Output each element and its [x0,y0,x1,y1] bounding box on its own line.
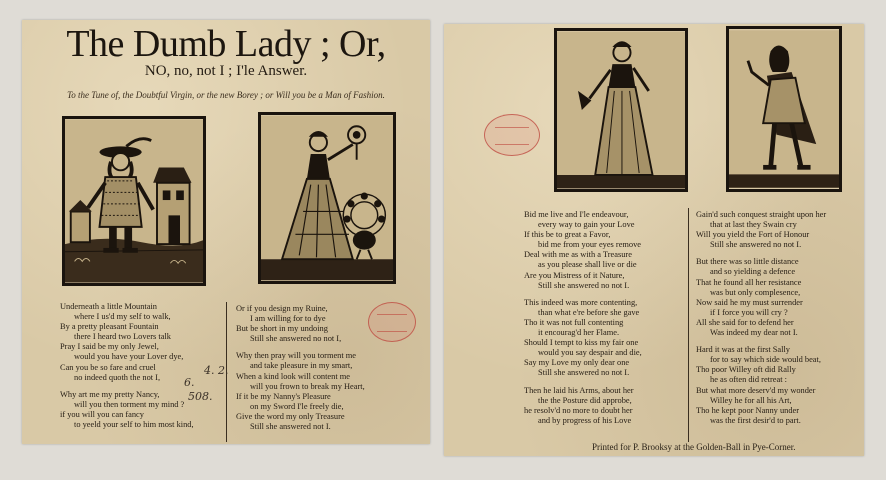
verse-line: to yeeld your self to him most kind, [74,420,194,430]
verse-line: and so yielding a defence [710,267,796,277]
stanza [60,302,194,383]
stanza [236,351,365,432]
verse-line: Bid me live and I'le endeavour, [524,210,629,219]
verse-line: Now said he my must surrender [696,297,803,307]
verse-line: and take pleasure in my smart, [250,361,353,371]
verse-line: there I heard two Lovers talk [74,332,171,342]
verse-line: Was indeed my dear not I. [710,328,798,338]
verse-line: if I force you will cry ? [710,307,788,317]
verse-line: Can you be so fare and cruel [60,362,156,372]
gentleman-woodcut-icon [62,116,206,286]
verse-line: But be short in my undoing [236,324,328,334]
verse-line: I am willing for to dye [250,314,326,324]
verse-line: All she said for to defend her [696,317,794,327]
stanza [696,257,826,338]
verse-line: Tho it was not full contenting [524,317,624,327]
verse-line: where I us'd my self to walk, [74,312,171,322]
manuscript-note: 4. 2. [204,364,229,377]
verse-line: no indeed quoth the not I, [74,372,161,382]
verse-line: he resolv'd no more to doubt her [524,405,633,415]
verse-line: Tho he kept poor Nanny under [696,405,800,415]
verse-line: If this be to great a Favor, [524,230,611,240]
verse-line: he as often did retreat : [710,375,787,385]
verse-column-right-2 [696,210,826,433]
verse-line: on my Sword I'le freely die, [250,401,344,411]
verse-line: would you say despair and die, [538,348,642,358]
verse-line: Why then pray will you torment me [236,351,357,361]
verse-line: By a pretty pleasant Fountain [60,322,159,332]
broadside-title: The Dumb Lady ; Or, [66,23,386,65]
verse-line: it encourag'd her Flame. [538,328,620,338]
library-stamp-icon [368,302,416,342]
verse-line: will you then torment my mind ? [74,399,185,409]
verse-line: Or if you design my Ruine, [236,304,328,313]
broadside-subtitle: NO, no, not I ; I'le Answer. [144,63,308,79]
verse-line: Pray I said be my only Jewel, [60,342,159,352]
verse-line: will you frown to break my Heart, [250,381,365,391]
column-divider [688,208,689,442]
stanza [524,298,642,379]
stanza [524,386,642,426]
stanza [236,304,365,344]
verse-line: Willey he for all his Art, [710,395,792,405]
library-stamp-icon [484,114,540,156]
verse-column-left-1 [60,302,194,437]
verse-line: Still she answered no not I. [710,240,802,250]
verse-line: Will you yield the Fort of Honour [696,230,810,240]
verse-line: that at last they Swain cry [710,220,797,230]
verse-line: every way to gain your Love [538,220,635,230]
left-broadside-sheet [22,20,430,444]
verse-line: Underneath a little Mountain [60,302,157,311]
verse-line: Should I tempt to kiss my fair one [524,338,639,348]
verse-line: Are you Mistress of it Nature, [524,270,625,280]
stanza [524,210,642,291]
verse-line: Still she answered not I. [250,422,331,432]
verse-line: Say my Love my only dear one [524,358,630,368]
tune-line: To the Tune of, the Doubtful Virgin, or the new Borey ; or Will you be a Man of Fashion. [67,90,385,100]
verse-line: That he found all her resistance [696,277,802,287]
verse-line: Tho poor Willey oft did Rally [696,365,796,375]
verse-line: But what more deserv'd my wonder [696,385,816,395]
manuscript-note: 6. [184,376,195,389]
verse-line: Still she answered no not I. [538,368,630,378]
verse-line: Gain'd such conquest straight upon her [696,210,827,219]
verse-line: Then he laid his Arms, about her [524,385,634,395]
verse-line: for to say which side would beat, [710,355,821,365]
stanza [696,210,826,250]
verse-line: was the first desir'd to part. [710,415,801,425]
verse-line: Give the word my only Treasure [236,411,345,421]
verse-line: Why art me my pretty Nancy, [60,389,160,399]
verse-line: as you please shall live or die [538,260,637,270]
printer-imprint: Printed for P. Brooksy at the Golden-Ball in Pye-Corner. [592,442,796,452]
verse-line: and by progress of his Love [538,415,632,425]
verse-line: was but only complesence, [710,287,801,297]
stanza [696,345,826,426]
verse-line: if you will you can fancy [60,409,144,419]
verse-line: the the Posture did approbe, [538,395,632,405]
verse-column-left-2 [236,304,365,439]
verse-column-right-1 [524,210,642,433]
manuscript-note: 508. [188,390,213,403]
verse-line: Still she answered no not I. [538,280,630,290]
verse-line: Hard it was at the first Sally [696,345,790,355]
verse-line: would you have your Lover dye, [74,352,184,362]
verse-line: But there was so little distance [696,257,799,267]
lady-fan-woodcut-icon [554,28,688,192]
verse-line: If it be my Nanny's Pleasure [236,391,331,401]
gentleman-cloak-woodcut-icon [726,26,842,192]
verse-line: bid me from your eyes remove [538,240,642,250]
verse-line: When a kind look will content me [236,371,350,381]
verse-line: Still she answered no not I, [250,334,342,344]
verse-line: This indeed was more contenting, [524,297,638,307]
verse-line: Deal with me as with a Treasure [524,250,632,260]
right-broadside-sheet [444,24,864,456]
lady-woodcut-icon [258,112,396,284]
verse-line: than what e're before she gave [538,307,640,317]
stanza [60,390,194,430]
